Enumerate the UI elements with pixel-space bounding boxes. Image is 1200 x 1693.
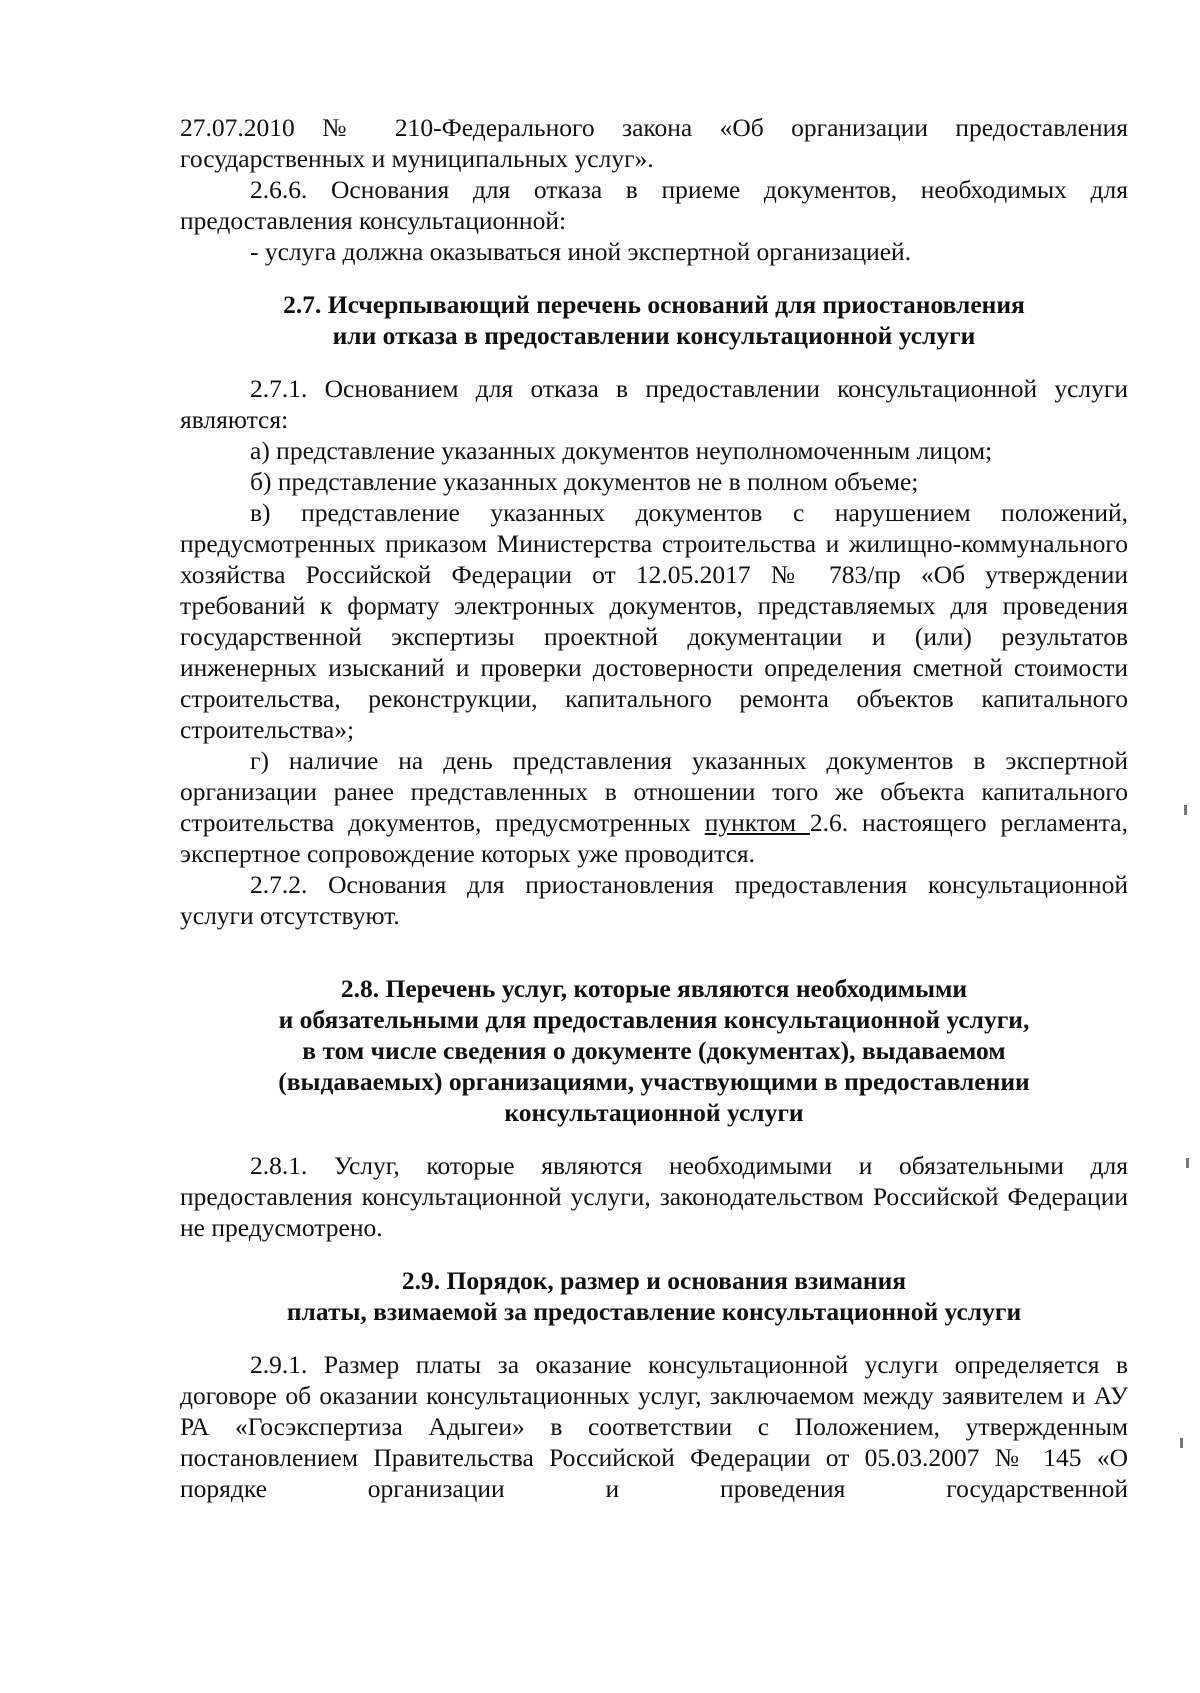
list-item-g-text-end: 2.6. настоящего регламента, экспертное сопровождение которых уже проводится. xyxy=(180,808,1128,868)
list-item-g-text-start: г) наличие на день представления указанных документов в экспертной организации ранее представленных в отношении того же объекта капитального строительства документов, предусмотренных xyxy=(180,746,1128,837)
paragraph-2-9-1: 2.9.1. Размер платы за оказание консультационной услуги определяется в договоре об оказании консультационных услуг, заключаемом между заявителем и АУ РА «Госэкспертиза Адыгеи» в соответствии с Положением, утвержденным постановлением Правительства Российской Федерации от 05.03.2007 № 145 «О порядке организации и проведения государственной xyxy=(180,1350,1128,1503)
heading-2-9-line-2: платы, взимаемой за предоставление консультационной услуги xyxy=(286,1297,1022,1326)
heading-2-8-line-5: консультационной услуги xyxy=(504,1098,804,1127)
scan-artifact-mark xyxy=(1184,805,1187,815)
paragraph-2-7-2: 2.7.2. Основания для приостановления предоставления консультационной услуги отсутствуют. xyxy=(180,870,1128,930)
list-item-b: б) представление указанных документов не в полном объеме; xyxy=(250,467,919,496)
paragraph-2-7-1: 2.7.1. Основанием для отказа в предоставлении консультационной услуги являются: xyxy=(180,374,1128,434)
heading-2-9-line-1: 2.9. Порядок, размер и основания взимания xyxy=(401,1266,907,1295)
list-item-g xyxy=(180,745,1128,869)
paragraph-2-6-6-item: - услуга должна оказываться иной экспертной организацией. xyxy=(250,237,912,266)
heading-2-8-line-3: в том числе сведения о документе (документах), выдаваемом xyxy=(302,1036,1006,1065)
heading-2-7-line-2: или отказа в предоставлении консультационной услуги xyxy=(332,321,976,350)
scan-artifact-mark xyxy=(1186,1158,1189,1168)
paragraph-2-6-6: 2.6.6. Основания для отказа в приеме документов, необходимых для предоставления консультационной: xyxy=(180,175,1128,235)
list-item-v: в) представление указанных документов с нарушением положений, предусмотренных приказом Министерства строительства и жилищно-коммунального хозяйства Российской Федерации от 12.05.2017 № 783/пр «Об утверждении требований к формату электронных документов, представляемых для проведения государственной экспертизы проектной документации и (или) результатов инженерных изысканий и проверки достоверности определения сметной стоимости строительства, реконструкции, капитального ремонта объектов капитального строительства»; xyxy=(180,498,1128,744)
heading-2-7-line-1: 2.7. Исчерпывающий перечень оснований для приостановления xyxy=(283,290,1025,319)
list-item-a: а) представление указанных документов неуполномоченным лицом; xyxy=(250,436,993,465)
heading-2-8-line-1: 2.8. Перечень услуг, которые являются необходимыми xyxy=(340,974,968,1003)
clause-reference-link: пунктом xyxy=(704,808,810,837)
scan-artifact-mark xyxy=(1180,1438,1183,1448)
heading-2-8-line-4: (выдаваемых) организациями, участвующими в предоставлении xyxy=(278,1067,1030,1096)
paragraph-law-reference: 27.07.2010 № 210-Федерального закона «Об организации предоставления государственных и муниципальных услуг». xyxy=(180,113,1128,173)
paragraph-2-8-1: 2.8.1. Услуг, которые являются необходимыми и обязательными для предоставления консультационной услуги, законодательством Российской Федерации не предусмотрено. xyxy=(180,1151,1128,1242)
heading-2-8-line-2: и обязательными для предоставления консультационной услуги, xyxy=(278,1005,1030,1034)
